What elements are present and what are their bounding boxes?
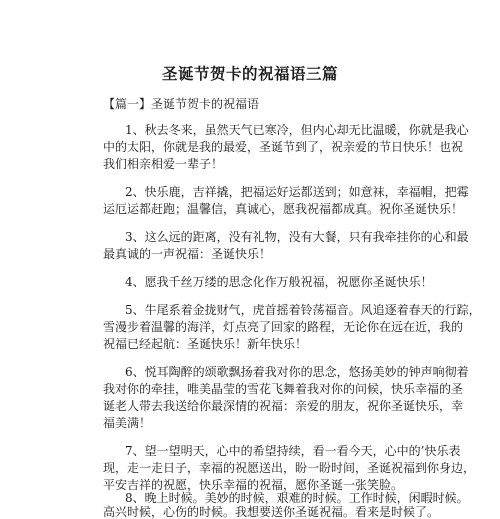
paragraph-line: 7、望一望明天，心中的希望持续，看一看今天，心中的’快乐表	[125, 444, 461, 458]
paragraph-line: 6、悦耳陶醉的颂歌飘扬着我对你的思念，悠扬美妙的钟声响彻着	[125, 365, 469, 379]
paragraph-line: 雪漫步着温馨的海洋，灯点亮了回家的路程，无论你在远在近，我的	[103, 320, 464, 334]
paragraph-line: 现，走一走日子，幸福的祝愿送出，盼一盼时间，圣诞祝福到你身边，	[103, 461, 476, 475]
paragraph-line: 3、这么远的距离，没有礼物，没有大餐，只有我牵挂你的心和最	[125, 230, 469, 244]
section-heading: 【篇一】圣诞节贺卡的祝福语	[103, 97, 260, 111]
paragraph-line: 我对你的牵挂，唯美晶莹的雪花飞舞着我对你的问候，快乐幸福的圣	[103, 382, 464, 396]
paragraph-line: 4、愿我千丝万缕的思念化作万般祝福，祝愿你圣诞快乐！	[125, 275, 433, 289]
paragraph-line: 5、牛尾系着金拢财气，虎首摇着铃荡福音。风追逐着春天的行踪，	[125, 303, 481, 317]
paragraph-line: 我们相亲相爱一辈子！	[103, 157, 224, 171]
paragraph-line: 高兴时候，心伤的时候。我想要送你圣诞祝福。看来是时候了。	[103, 505, 440, 519]
paragraph-line: 1、秋去冬来，虽然天气已寒冷，但内心却无比温暖，你就是我心	[125, 123, 469, 137]
paragraph-line: 2、快乐鹿，吉祥撬，把福运好运都送到；如意袜，幸福帽，把霉	[125, 185, 469, 199]
paragraph-line: 福美满！	[103, 416, 152, 430]
paragraph-line: 最真诚的一声祝福：圣诞快乐！	[103, 247, 272, 261]
paragraph-line: 运厄运都赶跑；温馨信，真诚心，愿我祝福都成真。祝你圣诞快乐！	[103, 202, 464, 216]
paragraph-line: 中的太阳，你就是我的最爱，圣诞节到了，祝亲爱的节日快乐！也祝	[103, 140, 464, 154]
paragraph-line: 8、晚上时候。美妙的时候，艰难的时候。工作时候，闲暇时候。	[125, 491, 469, 505]
paragraph-line: 平安吉祥的祝愿，快乐幸福的祝福，愿你圣诞一张笑脸。	[103, 478, 404, 492]
document-title: 圣诞节贺卡的祝福语三篇	[161, 65, 338, 83]
paragraph-line: 祝福已经起航：圣诞快乐！新年快乐！	[103, 337, 308, 351]
paragraph-line: 诞老人带去我送给你最深情的祝福：亲爱的朋友，祝你圣诞快乐，幸	[103, 399, 464, 413]
